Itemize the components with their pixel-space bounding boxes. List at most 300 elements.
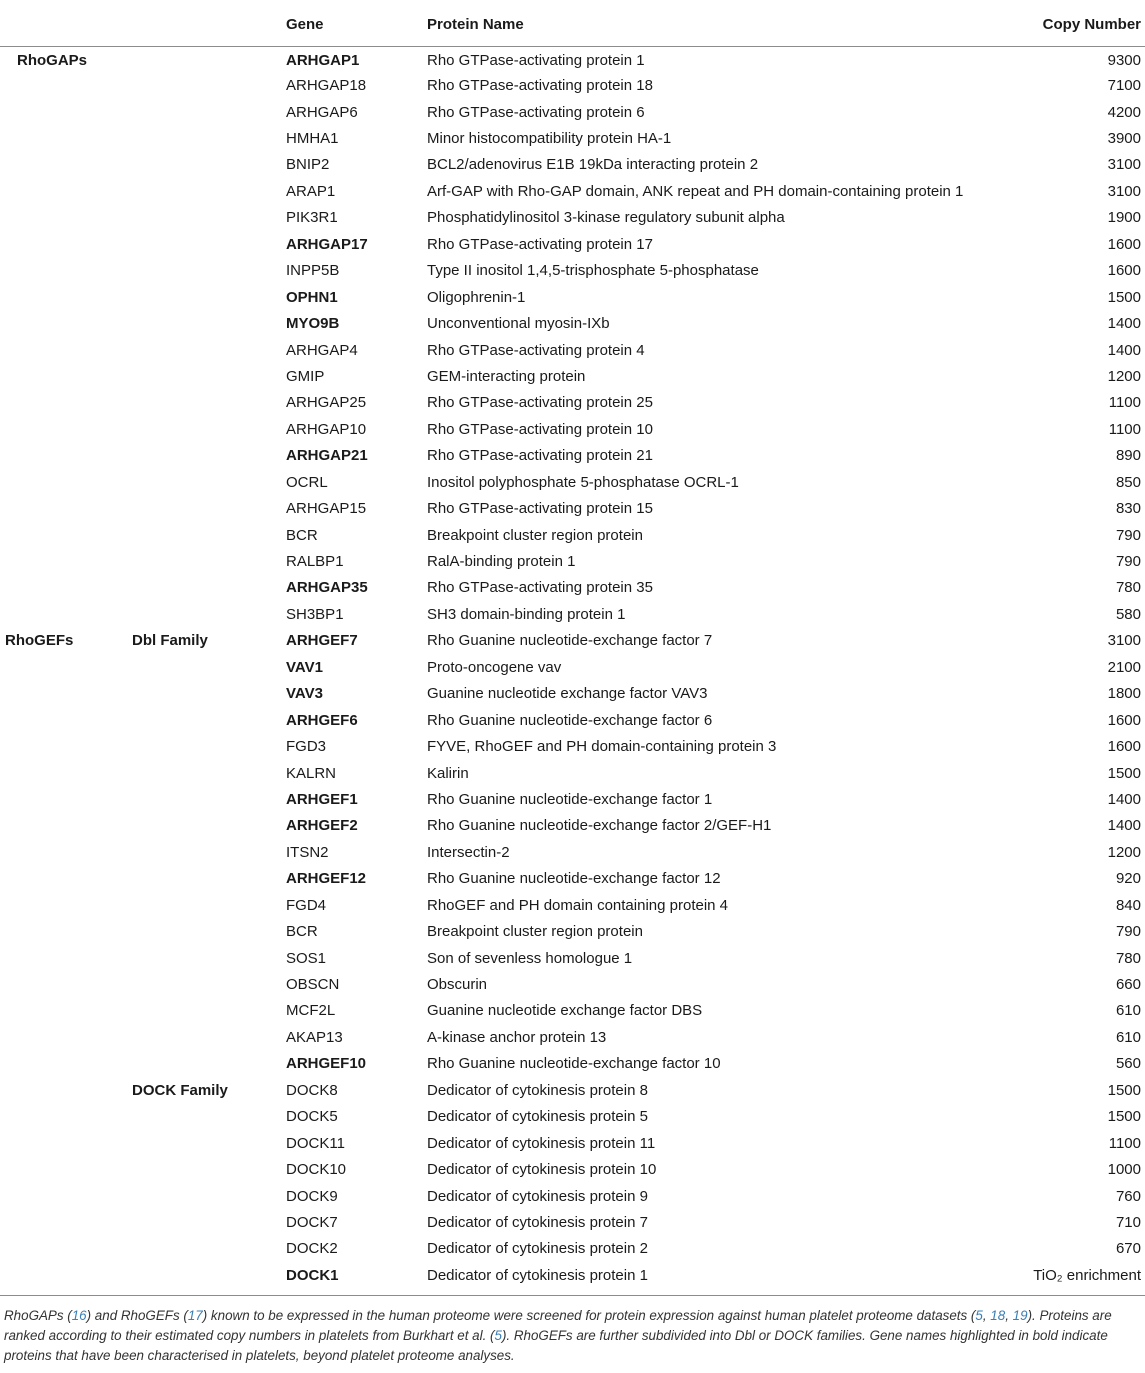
copy-number-cell: 920 [1115, 870, 1141, 888]
copy-number-cell: 1200 [1107, 843, 1141, 861]
protein-name-cell: Phosphatidylinositol 3-kinase regulatory subunit alpha [427, 209, 785, 227]
protein-name-cell: Rho GTPase-activating protein 35 [427, 579, 653, 597]
family-cell [114, 707, 270, 733]
reference-link[interactable]: 18 [990, 1307, 1006, 1323]
protein-name-cell: Rho GTPase-activating protein 1 [427, 51, 645, 69]
copy-number-cell: 3100 [1107, 632, 1141, 650]
protein-name-cell: Dedicator of cytokinesis protein 7 [427, 1213, 648, 1231]
category-cell [0, 1130, 114, 1156]
gene-cell: ARHGEF1 [286, 790, 358, 808]
category-cell [0, 495, 114, 521]
footnote-text: ) known to be expressed in the human proteome were screened for protein expression against human platelet proteome datasets ( [202, 1307, 976, 1323]
gene-cell: ARHGAP15 [286, 500, 367, 518]
protein-name-cell: Proto-oncogene vav [427, 658, 562, 676]
family-cell [114, 971, 270, 997]
table-row [0, 416, 1145, 442]
table-row [0, 125, 1145, 151]
table-row [0, 548, 1145, 574]
family-cell [114, 918, 270, 944]
protein-name-cell: Guanine nucleotide exchange factor DBS [427, 1002, 703, 1020]
gene-cell: PIK3R1 [286, 209, 338, 227]
reference-link[interactable]: 16 [71, 1307, 87, 1323]
gene-cell: GMIP [286, 367, 325, 385]
table-row [0, 1183, 1145, 1209]
table-row [0, 284, 1145, 310]
gene-cell: ARHGAP25 [286, 394, 367, 412]
copy-number-cell: 1500 [1107, 1081, 1141, 1099]
category-cell [0, 654, 114, 680]
gene-cell: DOCK7 [286, 1213, 338, 1231]
family-cell [114, 654, 270, 680]
category-cell [0, 1156, 114, 1182]
category-cell [0, 681, 114, 707]
family-cell [114, 1024, 270, 1050]
category-cell [0, 1183, 114, 1209]
copy-number-cell: 1400 [1107, 341, 1141, 359]
category-cell [0, 178, 114, 204]
category-cell [0, 839, 114, 865]
protein-name-cell: Rho GTPase-activating protein 15 [427, 500, 653, 518]
table-row [0, 205, 1145, 231]
category-cell [0, 1104, 114, 1130]
gene-cell: ARHGEF2 [286, 817, 358, 835]
table-row [0, 786, 1145, 812]
gene-cell: ARHGEF10 [286, 1055, 367, 1073]
protein-name-cell: Unconventional myosin-IXb [427, 315, 610, 333]
category-cell [0, 1236, 114, 1262]
table-row [0, 733, 1145, 759]
table-row [0, 231, 1145, 257]
copy-number-cell: 610 [1115, 1002, 1141, 1020]
protein-name-cell: SH3 domain-binding protein 1 [427, 605, 626, 623]
family-cell [114, 839, 270, 865]
family-cell [114, 892, 270, 918]
category-cell [0, 1077, 114, 1103]
gene-cell: FGD3 [286, 738, 327, 756]
category-cell [0, 390, 114, 416]
family-cell [114, 998, 270, 1024]
family-cell [114, 1156, 270, 1182]
protein-name-cell: Oligophrenin-1 [427, 288, 526, 306]
protein-name-cell: Minor histocompatibility protein HA-1 [427, 130, 672, 148]
category-cell [0, 231, 114, 257]
category-cell: RhoGAPs [17, 51, 88, 69]
family-cell [114, 310, 270, 336]
protein-name-cell: Dedicator of cytokinesis protein 2 [427, 1240, 648, 1258]
family-cell [114, 152, 270, 178]
protein-name-cell: Dedicator of cytokinesis protein 10 [427, 1161, 657, 1179]
family-cell [114, 178, 270, 204]
table-row [0, 1024, 1145, 1050]
family-cell [114, 945, 270, 971]
copy-number-cell: TiO₂ enrichment [1033, 1266, 1141, 1284]
category-cell [0, 548, 114, 574]
copy-number-cell: 3100 [1107, 156, 1141, 174]
family-cell [114, 46, 270, 72]
gene-cell: ARHGAP17 [286, 235, 368, 253]
copy-number-cell: 830 [1115, 500, 1141, 518]
copy-number-cell: 760 [1115, 1187, 1141, 1205]
category-cell [0, 707, 114, 733]
family-cell [114, 866, 270, 892]
copy-number-cell: 670 [1115, 1240, 1141, 1258]
table-row [0, 443, 1145, 469]
gene-cell: BNIP2 [286, 156, 330, 174]
copy-number-cell: 1900 [1107, 209, 1141, 227]
copy-number-cell: 2100 [1107, 658, 1141, 676]
protein-name-cell: RalA-binding protein 1 [427, 553, 576, 571]
copy-number-cell: 790 [1115, 923, 1141, 941]
gene-cell: SOS1 [286, 949, 327, 967]
table-row [0, 152, 1145, 178]
copy-number-cell: 1600 [1107, 235, 1141, 253]
gene-cell: VAV3 [286, 685, 323, 703]
footnote-text: , [1005, 1307, 1013, 1323]
family-cell [114, 416, 270, 442]
category-cell [0, 310, 114, 336]
table-row [0, 337, 1145, 363]
category-cell [0, 1051, 114, 1077]
copy-number-cell: 1100 [1108, 394, 1141, 412]
footnote-text: , [982, 1307, 991, 1323]
protein-name-cell: Rho Guanine nucleotide-exchange factor 2/GEF-H1 [427, 817, 772, 835]
gene-cell: MCF2L [286, 1002, 336, 1020]
protein-name-cell: Rho Guanine nucleotide-exchange factor 10 [427, 1055, 721, 1073]
protein-name-cell: Dedicator of cytokinesis protein 1 [427, 1266, 648, 1284]
family-cell [114, 284, 270, 310]
copy-number-cell: 1500 [1107, 288, 1141, 306]
family-cell [114, 1104, 270, 1130]
category-cell [0, 469, 114, 495]
table-row [0, 918, 1145, 944]
copy-number-cell: 780 [1115, 949, 1141, 967]
category-cell [0, 733, 114, 759]
category-cell [0, 99, 114, 125]
category-cell [0, 892, 114, 918]
table-row [0, 258, 1145, 284]
protein-name-cell: Kalirin [427, 764, 469, 782]
protein-name-cell: Rho GTPase-activating protein 17 [427, 235, 653, 253]
table-row [0, 681, 1145, 707]
protein-name-cell: Type II inositol 1,4,5-trisphosphate 5-phosphatase [427, 262, 759, 280]
protein-name-cell: RhoGEF and PH domain containing protein 4 [427, 896, 729, 914]
table-row [0, 971, 1145, 997]
copy-number-cell: 3900 [1107, 130, 1141, 148]
category-cell [0, 1209, 114, 1235]
protein-name-cell: Arf-GAP with Rho-GAP domain, ANK repeat and PH domain-containing protein 1 [427, 182, 964, 200]
family-cell [114, 548, 270, 574]
footnote-text: ) and RhoGEFs ( [86, 1307, 188, 1323]
gene-cell: ARHGAP18 [286, 77, 367, 95]
gene-cell: DOCK2 [286, 1240, 338, 1258]
family-cell: DOCK Family [132, 1081, 228, 1099]
gene-cell: INPP5B [286, 262, 340, 280]
copy-number-cell: 710 [1115, 1213, 1141, 1231]
protein-name-cell: Rho Guanine nucleotide-exchange factor 12 [427, 870, 721, 888]
family-cell [114, 469, 270, 495]
family-cell [114, 495, 270, 521]
table-row [0, 707, 1145, 733]
family-cell [114, 1183, 270, 1209]
table-row [0, 1130, 1145, 1156]
family-cell [114, 443, 270, 469]
header-protein-name: Protein Name [412, 0, 995, 46]
category-cell [0, 205, 114, 231]
family-cell [114, 1130, 270, 1156]
family-cell [114, 258, 270, 284]
protein-name-cell: Rho Guanine nucleotide-exchange factor 1 [427, 790, 713, 808]
protein-name-cell: GEM-interacting protein [427, 367, 586, 385]
copy-number-cell: 1600 [1107, 711, 1141, 729]
gene-cell: ARAP1 [286, 182, 336, 200]
gene-cell: ARHGAP4 [286, 341, 358, 359]
category-cell: RhoGEFs [5, 632, 74, 650]
copy-number-cell: 1500 [1107, 764, 1141, 782]
copy-number-cell: 9300 [1107, 51, 1141, 69]
copy-number-cell: 7100 [1107, 77, 1141, 95]
protein-name-cell: Dedicator of cytokinesis protein 9 [427, 1187, 648, 1205]
gene-cell: DOCK1 [286, 1266, 339, 1284]
copy-number-cell: 890 [1115, 447, 1141, 465]
header-family [114, 0, 270, 46]
family-cell [114, 363, 270, 389]
table-row [0, 178, 1145, 204]
protein-name-cell: Guanine nucleotide exchange factor VAV3 [427, 685, 708, 703]
header-category [0, 0, 114, 46]
category-cell [0, 918, 114, 944]
gene-cell: DOCK9 [286, 1187, 338, 1205]
gene-cell: FGD4 [286, 896, 327, 914]
category-cell [0, 1262, 114, 1288]
footnote-text: RhoGAPs ( [4, 1307, 72, 1323]
protein-name-cell: Rho GTPase-activating protein 18 [427, 77, 653, 95]
table-row [0, 72, 1145, 98]
table-row [0, 1104, 1145, 1130]
gene-cell: DOCK5 [286, 1108, 338, 1126]
category-cell [0, 1024, 114, 1050]
protein-name-cell: BCL2/adenovirus E1B 19kDa interacting protein 2 [427, 156, 759, 174]
category-cell [0, 786, 114, 812]
reference-link[interactable]: 5 [975, 1307, 983, 1323]
copy-number-cell: 1500 [1107, 1108, 1141, 1126]
header-gene: Gene [270, 0, 412, 46]
table-row [0, 945, 1145, 971]
copy-number-cell: 1100 [1108, 1134, 1141, 1152]
gene-cell: DOCK11 [286, 1134, 345, 1152]
copy-number-cell: 1100 [1108, 420, 1141, 438]
category-cell [0, 284, 114, 310]
protein-name-cell: Dedicator of cytokinesis protein 11 [427, 1134, 656, 1152]
table-row [0, 654, 1145, 680]
table-row [0, 575, 1145, 601]
table-row [0, 813, 1145, 839]
family-cell [114, 99, 270, 125]
family-cell [114, 681, 270, 707]
protein-name-cell: FYVE, RhoGEF and PH domain-containing protein 3 [427, 738, 777, 756]
gene-cell: ARHGAP1 [286, 51, 360, 69]
category-cell [0, 866, 114, 892]
family-cell [114, 125, 270, 151]
protein-name-cell: Rho Guanine nucleotide-exchange factor 7 [427, 632, 713, 650]
gene-cell: AKAP13 [286, 1028, 343, 1046]
category-cell [0, 416, 114, 442]
gene-cell: HMHA1 [286, 130, 339, 148]
copy-number-cell: 780 [1115, 579, 1141, 597]
table-row [0, 839, 1145, 865]
table-row [0, 1051, 1145, 1077]
copy-number-cell: 840 [1115, 896, 1141, 914]
protein-name-cell: Rho GTPase-activating protein 4 [427, 341, 645, 359]
gene-cell: BCR [286, 526, 318, 544]
gene-cell: ARHGEF12 [286, 870, 367, 888]
protein-name-cell: Dedicator of cytokinesis protein 8 [427, 1081, 648, 1099]
gene-cell: ARHGAP10 [286, 420, 367, 438]
copy-number-cell: 1000 [1107, 1161, 1141, 1179]
reference-link[interactable]: 19 [1012, 1307, 1028, 1323]
protein-name-cell: Breakpoint cluster region protein [427, 526, 643, 544]
family-cell [114, 231, 270, 257]
copy-number-cell: 560 [1115, 1055, 1141, 1073]
copy-number-cell: 850 [1115, 473, 1141, 491]
family-cell [114, 522, 270, 548]
family-cell [114, 760, 270, 786]
table-row [0, 390, 1145, 416]
copy-number-cell: 1400 [1107, 817, 1141, 835]
family-cell [114, 733, 270, 759]
table-row [0, 495, 1145, 521]
copy-number-cell: 3100 [1107, 182, 1141, 200]
protein-name-cell: Rho GTPase-activating protein 6 [427, 103, 645, 121]
gene-cell: OCRL [286, 473, 328, 491]
table-row [0, 522, 1145, 548]
table-row [0, 310, 1145, 336]
table-row [0, 363, 1145, 389]
table-row [0, 1209, 1145, 1235]
gene-cell: DOCK10 [286, 1161, 347, 1179]
family-cell [114, 1209, 270, 1235]
table-row [0, 99, 1145, 125]
copy-number-cell: 1800 [1107, 685, 1141, 703]
protein-name-cell: Obscurin [427, 976, 488, 994]
copy-number-cell: 790 [1115, 526, 1141, 544]
family-cell [114, 390, 270, 416]
family-cell [114, 786, 270, 812]
gene-cell: ARHGAP6 [286, 103, 358, 121]
category-cell [0, 575, 114, 601]
reference-link[interactable]: 5 [494, 1327, 502, 1343]
gene-cell: VAV1 [286, 658, 323, 676]
category-cell [0, 443, 114, 469]
table-header-row [0, 0, 1145, 46]
copy-number-cell: 1600 [1107, 738, 1141, 756]
gene-cell: MYO9B [286, 315, 340, 333]
gene-cell: ARHGEF7 [286, 632, 358, 650]
table-row [0, 998, 1145, 1024]
family-cell [114, 813, 270, 839]
gene-cell: ARHGAP35 [286, 579, 368, 597]
table-row [0, 1262, 1145, 1288]
gene-cell: OBSCN [286, 976, 340, 994]
protein-name-cell: Rho GTPase-activating protein 25 [427, 394, 653, 412]
category-cell [0, 998, 114, 1024]
table-row [0, 601, 1145, 627]
header-copy-number: Copy Number [995, 0, 1145, 46]
category-cell [0, 337, 114, 363]
category-cell [0, 152, 114, 178]
protein-name-cell: A-kinase anchor protein 13 [427, 1028, 607, 1046]
family-cell [114, 205, 270, 231]
category-cell [0, 522, 114, 548]
gene-cell: ITSN2 [286, 843, 329, 861]
category-cell [0, 125, 114, 151]
table-row [0, 469, 1145, 495]
family-cell: Dbl Family [132, 632, 208, 650]
category-cell [0, 601, 114, 627]
protein-name-cell: Rho GTPase-activating protein 10 [427, 420, 653, 438]
category-cell [0, 945, 114, 971]
table-body [0, 46, 1145, 1289]
copy-number-cell: 1400 [1107, 315, 1141, 333]
category-cell [0, 760, 114, 786]
table-row [0, 1156, 1145, 1182]
copy-number-cell: 4200 [1107, 103, 1141, 121]
gene-cell: KALRN [286, 764, 337, 782]
family-cell [114, 1262, 270, 1288]
copy-number-cell: 790 [1115, 553, 1141, 571]
protein-name-cell: Intersectin-2 [427, 843, 510, 861]
family-cell [114, 337, 270, 363]
protein-name-cell: Son of sevenless homologue 1 [427, 949, 633, 967]
gene-cell: ARHGEF6 [286, 711, 358, 729]
gene-cell: RALBP1 [286, 553, 344, 571]
gene-cell: OPHN1 [286, 288, 338, 306]
protein-name-cell: Inositol polyphosphate 5-phosphatase OCRL-1 [427, 473, 739, 491]
table-row [0, 1236, 1145, 1262]
family-cell [114, 72, 270, 98]
category-cell [0, 72, 114, 98]
table-row [0, 866, 1145, 892]
footnote-text: ). RhoGEFs are further subdivided into Dbl or DOCK families. Gene names highlighted in bold indicate proteins that have been characterised in platelets, beyond platelet proteome analyses. [4, 1327, 1108, 1363]
footnote-text: ). Proteins are ranked according to their estimated copy numbers in platelets from Burkhart et al. ( [4, 1307, 1112, 1343]
table-row [0, 628, 1145, 654]
family-cell [114, 1051, 270, 1077]
table-footnote [0, 1296, 1140, 1366]
reference-link[interactable]: 17 [187, 1307, 203, 1323]
copy-number-cell: 660 [1115, 976, 1141, 994]
gene-cell: DOCK8 [286, 1081, 338, 1099]
table-row [0, 46, 1145, 72]
protein-name-cell: Dedicator of cytokinesis protein 5 [427, 1108, 648, 1126]
category-cell [0, 363, 114, 389]
gene-cell: SH3BP1 [286, 605, 344, 623]
gene-cell: ARHGAP21 [286, 447, 368, 465]
copy-number-cell: 610 [1115, 1028, 1141, 1046]
family-cell [114, 575, 270, 601]
gene-cell: BCR [286, 923, 318, 941]
table-row [0, 892, 1145, 918]
category-cell [0, 813, 114, 839]
protein-name-cell: Breakpoint cluster region protein [427, 923, 643, 941]
protein-name-cell: Rho Guanine nucleotide-exchange factor 6 [427, 711, 713, 729]
copy-number-cell: 580 [1115, 605, 1141, 623]
copy-number-cell: 1400 [1107, 790, 1141, 808]
protein-name-cell: Rho GTPase-activating protein 21 [427, 447, 653, 465]
copy-number-cell: 1200 [1107, 367, 1141, 385]
table-row [0, 1077, 1145, 1103]
family-cell [114, 601, 270, 627]
table-row [0, 760, 1145, 786]
category-cell [0, 258, 114, 284]
